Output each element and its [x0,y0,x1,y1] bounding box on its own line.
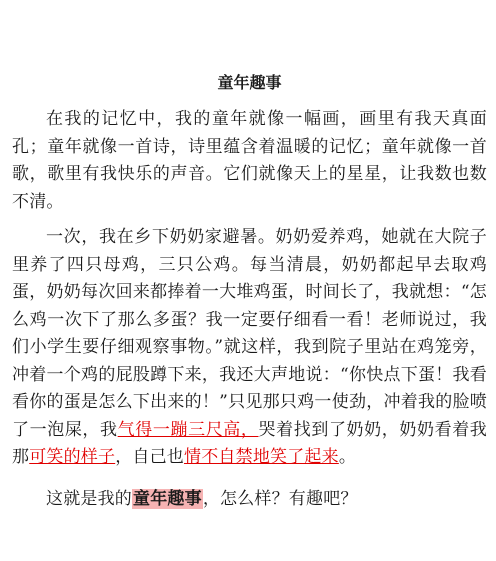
paragraph-story [12,224,487,472]
story-text-3: ，自己也 [115,447,185,467]
document-page [12,72,487,521]
story-text-4: 。 [338,447,357,467]
paragraph-conclusion [12,486,487,514]
document-title: 童年趣事 [217,73,282,92]
conclusion-suffix: ，怎么样？有趣吧？ [202,488,358,509]
red-underlined-phrase-1: 气得一蹦三尺高， [117,419,259,440]
red-underlined-phrase-3: 情不自禁地笑了起来 [184,447,339,467]
story-text-2: 哭着找到了奶奶，奶奶看着我那 [12,419,487,467]
story-text-1: 一次，我在乡下奶奶家避暑。奶奶爱养鸡，她就在大院子里养了四只母鸡，三只公鸡。每当清晨，奶奶都起早去取鸡蛋，奶奶每次回来都捧着一大堆鸡蛋，时间长了，我就想：“怎么鸡一次下了那么多蛋？我一定要仔细看一看！老师说过，我们小学生要仔细观察事物。”就这样，我到院子里站在鸡笼旁，冲着一个鸡的屁股蹲下来，我还大声地说：“你快点下蛋！我看看你的蛋是怎么下出来的！”只见那只鸡一使劲，冲着我的脸喷了一泡屎，我 [12,227,487,440]
paragraph-intro: 在我的记忆中，我的童年就像一幅画，画里有我天真面孔；童年就像一首诗，诗里蕴含着温暖的记忆；童年就像一首歌，歌里有我快乐的声音。它们就像天上的星星，让我数也数不清。 [12,109,487,212]
red-underlined-phrase-2: 可笑的样子 [29,447,116,467]
highlighted-title-phrase: 童年趣事 [133,488,202,509]
conclusion-prefix: 这就是我的 [46,488,132,509]
